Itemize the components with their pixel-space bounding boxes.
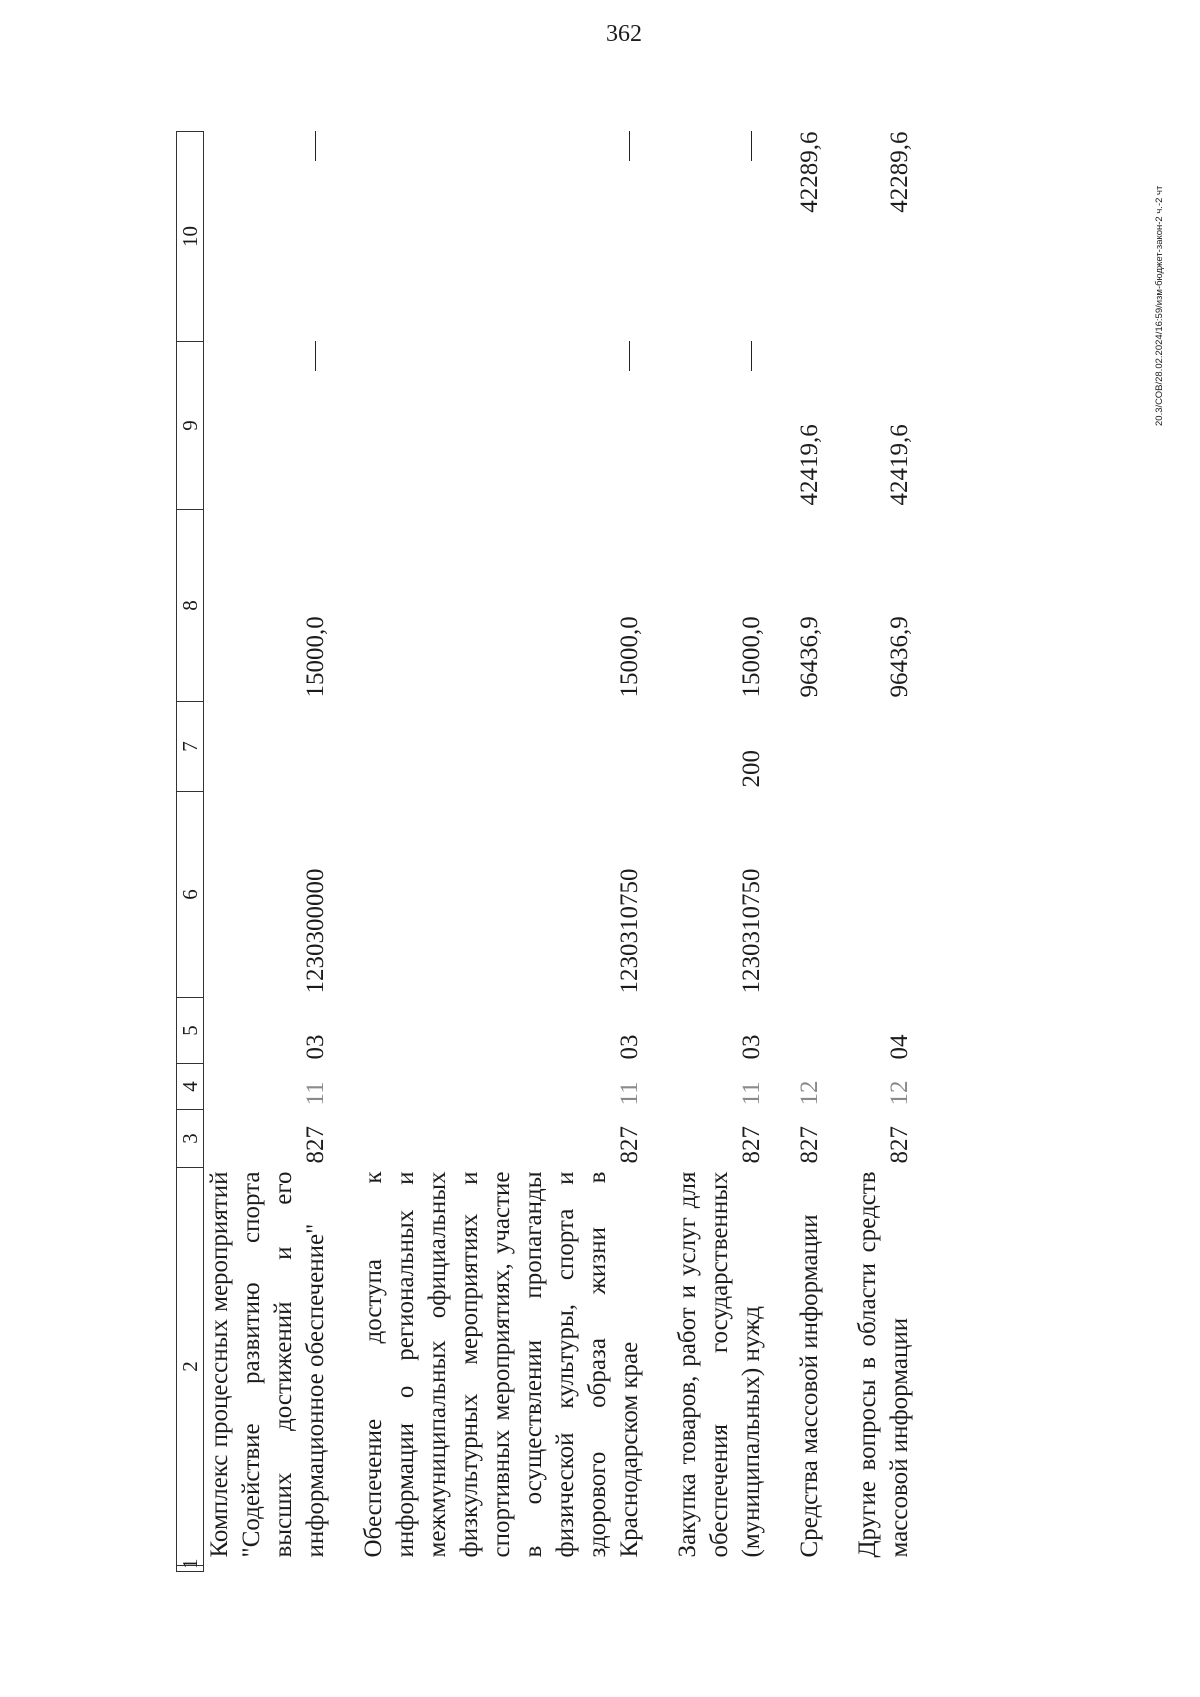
cell-c8: 96436,9 bbox=[796, 616, 823, 698]
dash-cell bbox=[204, 132, 333, 342]
row-name: Средства массовой информации bbox=[796, 1214, 823, 1558]
cell-c5: 03 bbox=[302, 1034, 329, 1060]
table-row bbox=[358, 132, 646, 1572]
cell-c5: 03 bbox=[738, 1034, 765, 1060]
footer-note-text: 20.3/СОВ/28.02.2024/16:59/изм-бюджет-закон-2 ч.-2 чт bbox=[1154, 185, 1165, 426]
row-gap bbox=[768, 132, 794, 1572]
column-number: 2 bbox=[177, 1168, 204, 1566]
row-name: Закупка товаров, работ и услуг для обеспечения государственных (муниципальных) нужд bbox=[674, 1171, 765, 1558]
cell-c6: 1230310750 bbox=[738, 868, 765, 994]
cell-c9: 42419,6 bbox=[886, 424, 913, 506]
cell-c7 bbox=[204, 702, 333, 792]
dash-cell bbox=[358, 132, 646, 342]
column-number: 7 bbox=[177, 702, 204, 792]
budget-table bbox=[176, 131, 916, 1572]
cell-c7 bbox=[794, 702, 826, 792]
row-gap bbox=[646, 132, 672, 1572]
cell-c5: 03 bbox=[616, 1034, 643, 1060]
column-number: 10 bbox=[177, 132, 204, 342]
cell-c4: 11 bbox=[738, 1081, 765, 1106]
row-name: Комплекс процессных мероприятий "Содействие развитию спорта высших достижений и его информационное обеспечение" bbox=[206, 1171, 329, 1558]
column-number: 1 bbox=[177, 1566, 204, 1572]
dash-mark bbox=[315, 132, 316, 162]
column-number-row bbox=[177, 132, 204, 1572]
cell-c3: 827 bbox=[738, 1126, 765, 1164]
dash-mark bbox=[629, 342, 630, 372]
dash-cell bbox=[672, 132, 768, 342]
cell-c8: 15000,0 bbox=[616, 616, 643, 698]
column-number: 4 bbox=[177, 1064, 204, 1110]
cell-c8: 15000,0 bbox=[302, 616, 329, 698]
row-name: Обеспечение доступа к информации о региональных и межмуниципальных официальных физкультурных мероприятиях и спортивных мероприятиях, участие в осуществлении пропаганды физической культуры, спорта и здорового образа жизни в Краснодарском крае bbox=[360, 1171, 643, 1558]
cell-c3: 827 bbox=[616, 1126, 643, 1164]
cell-c9: 42419,6 bbox=[796, 424, 823, 506]
cell-c3: 827 bbox=[796, 1126, 823, 1164]
dash-cell bbox=[672, 342, 768, 510]
column-number: 5 bbox=[177, 998, 204, 1064]
row-gap bbox=[826, 132, 852, 1572]
cell-c5 bbox=[794, 998, 826, 1064]
cell-c7 bbox=[852, 702, 916, 792]
dash-cell bbox=[204, 342, 333, 510]
footer-note bbox=[1140, 80, 1180, 440]
budget-table-rotated bbox=[176, 132, 1036, 1572]
cell-c4: 11 bbox=[302, 1081, 329, 1106]
table-row bbox=[204, 132, 333, 1572]
cell-c4: 11 bbox=[616, 1081, 643, 1106]
table-row bbox=[672, 132, 768, 1572]
cell-c10: 42289,6 bbox=[796, 131, 823, 213]
row-name: Другие вопросы в области средств массовой информации bbox=[854, 1171, 913, 1558]
column-number: 6 bbox=[177, 792, 204, 998]
column-number: 3 bbox=[177, 1110, 204, 1168]
column-number: 8 bbox=[177, 510, 204, 702]
cell-c8: 15000,0 bbox=[738, 616, 765, 698]
cell-c10: 42289,6 bbox=[886, 131, 913, 213]
cell-c5: 04 bbox=[886, 1034, 913, 1060]
dash-mark bbox=[629, 132, 630, 162]
cell-c6: 1230310750 bbox=[616, 868, 643, 994]
cell-c7 bbox=[358, 702, 646, 792]
cell-c6 bbox=[852, 792, 916, 998]
cell-c4: 12 bbox=[796, 1080, 823, 1106]
cell-c7: 200 bbox=[738, 750, 765, 788]
column-number: 9 bbox=[177, 342, 204, 510]
cell-c4: 12 bbox=[886, 1080, 913, 1106]
cell-c8: 96436,9 bbox=[886, 616, 913, 698]
page-number: 362 bbox=[606, 21, 642, 47]
dash-cell bbox=[358, 342, 646, 510]
dash-mark bbox=[751, 132, 752, 162]
dash-mark bbox=[751, 342, 752, 372]
table-row bbox=[852, 132, 916, 1572]
table-row bbox=[794, 132, 826, 1572]
dash-mark bbox=[315, 342, 316, 372]
cell-c3: 827 bbox=[302, 1126, 329, 1164]
row-gap bbox=[332, 132, 358, 1572]
cell-c6 bbox=[794, 792, 826, 998]
cell-c3: 827 bbox=[886, 1126, 913, 1164]
cell-c6: 1230300000 bbox=[302, 868, 329, 994]
